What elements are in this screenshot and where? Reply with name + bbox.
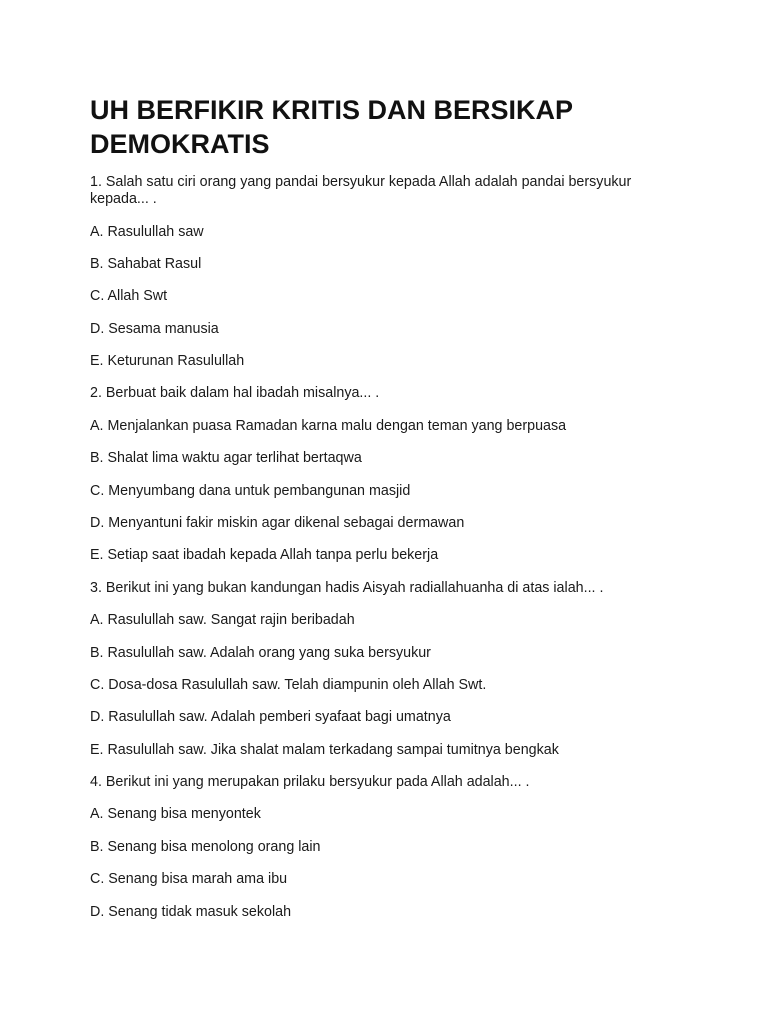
- question-3-option-e: E. Rasulullah saw. Jika shalat malam terkadang sampai tumitnya bengkak: [90, 742, 559, 758]
- question-1-option-c: C. Allah Swt: [90, 288, 168, 304]
- question-2-option-c: C. Menyumbang dana untuk pembangunan masjid: [90, 483, 411, 499]
- question-2-option-d: D. Menyantuni fakir miskin agar dikenal sebagai dermawan: [90, 515, 465, 531]
- question-2-option-e: E. Setiap saat ibadah kepada Allah tanpa perlu bekerja: [90, 547, 439, 563]
- question-2-option-a: A. Menjalankan puasa Ramadan karna malu dengan teman yang berpuasa: [90, 418, 567, 434]
- document-title: UH BERFIKIR KRITIS DAN BERSIKAP DEMOKRATIS: [90, 95, 573, 159]
- question-2-option-b: B. Shalat lima waktu agar terlihat bertaqwa: [90, 450, 362, 466]
- question-3-option-b: B. Rasulullah saw. Adalah orang yang suka bersyukur: [90, 645, 431, 661]
- question-1-option-d: D. Sesama manusia: [90, 321, 219, 337]
- question-1-option-e: E. Keturunan Rasulullah: [90, 353, 245, 369]
- question-4: 4. Berikut ini yang merupakan prilaku bersyukur pada Allah adalah... .: [90, 774, 530, 790]
- question-1: 1. Salah satu ciri orang yang pandai bersyukur kepada Allah adalah pandai bersyukur kepada... .: [90, 174, 632, 207]
- question-4-option-d: D. Senang tidak masuk sekolah: [90, 904, 292, 920]
- question-2: 2. Berbuat baik dalam hal ibadah misalnya... .: [90, 385, 380, 401]
- question-3-option-d: D. Rasulullah saw. Adalah pemberi syafaat bagi umatnya: [90, 709, 451, 725]
- question-3-option-c: C. Dosa-dosa Rasulullah saw. Telah diampunin oleh Allah Swt.: [90, 677, 487, 693]
- question-3-option-a: A. Rasulullah saw. Sangat rajin beribadah: [90, 612, 355, 628]
- question-3: 3. Berikut ini yang bukan kandungan hadis Aisyah radiallahuanha di atas ialah... .: [90, 580, 604, 596]
- question-4-option-b: B. Senang bisa menolong orang lain: [90, 839, 321, 855]
- question-4-option-a: A. Senang bisa menyontek: [90, 806, 261, 822]
- question-4-option-c: C. Senang bisa marah ama ibu: [90, 871, 288, 887]
- question-1-option-b: B. Sahabat Rasul: [90, 256, 202, 272]
- question-1-option-a: A. Rasulullah saw: [90, 224, 204, 240]
